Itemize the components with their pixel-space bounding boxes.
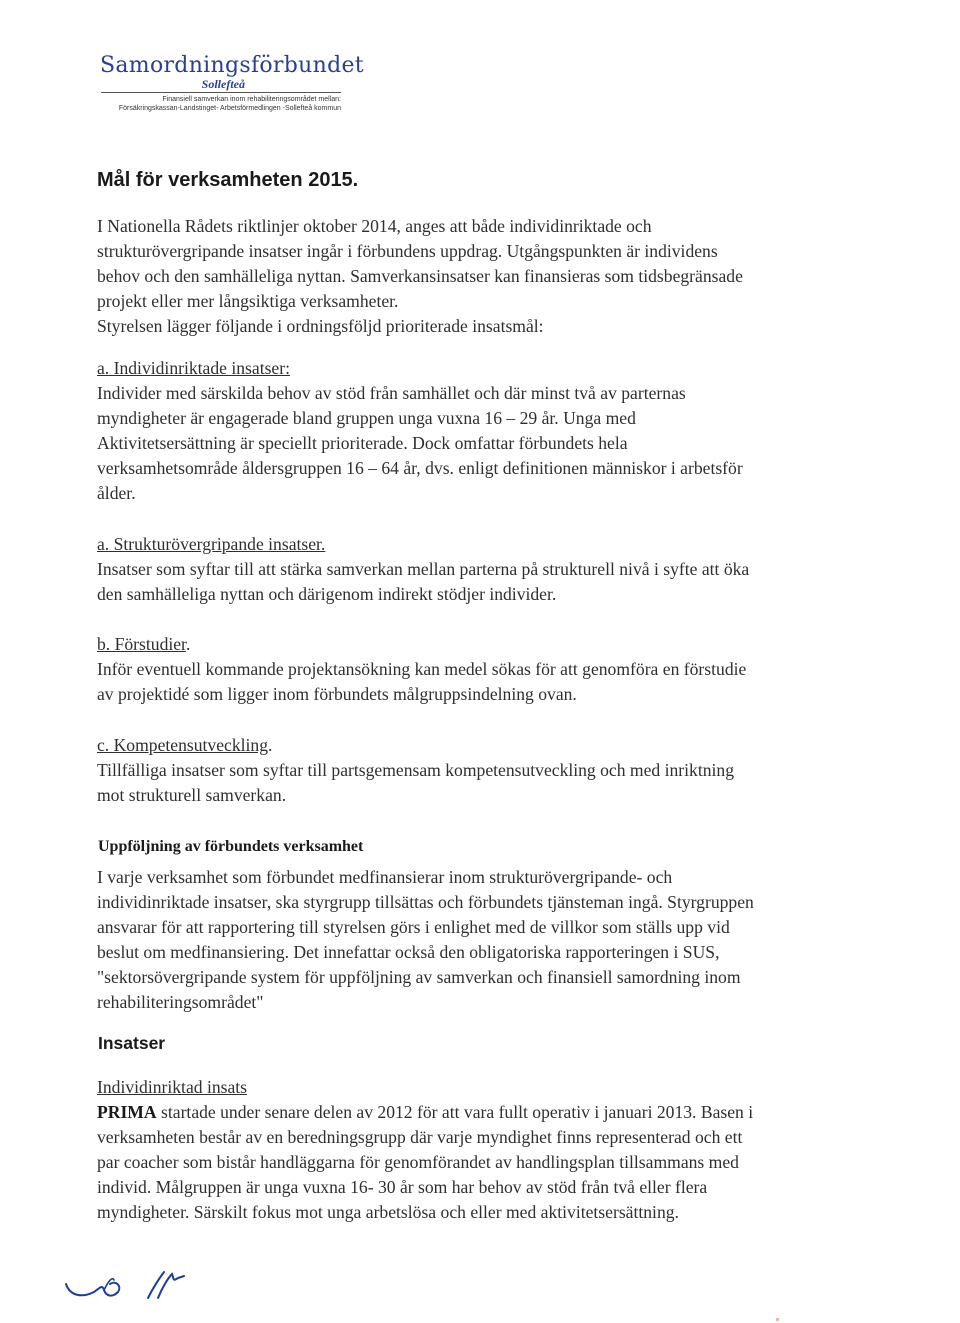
goal-heading-text: b. Förstudier [97,634,186,654]
intro-line: projekt eller mer långsiktiga verksamheter. [97,291,399,311]
followup-line: I varje verksamhet som förbundet medfinansierar inom strukturövergripande- och [97,867,673,887]
logo-tagline-2: Försäkringskassan-Landstinget- Arbetsförmedlingen -Sollefteå kommun [118,105,341,112]
intro-line: behov och den samhälleliga nyttan. Samverkansinsatser kan finansieras som tidsbegränsade [97,266,743,286]
scan-speck [776,1318,779,1321]
intro-line: strukturövergripande insatser ingår i förbundens uppdrag. Utgångspunkten är individens [97,241,718,261]
logo-tagline-1: Finansiell samverkan inom rehabiliteringsområdet mellan: [162,96,341,103]
goal-line: Individer med särskilda behov av stöd från samhället och där minst två av parternas [97,383,686,403]
goal-line: Inför eventuell kommande projektansökning kan medel sökas för att genomföra en förstudie [97,659,747,679]
followup-line: individinriktade insatser, ska styrgrupp tillsättas och förbundets tjänsteman ingå. Styrgruppen [97,892,754,912]
goal-heading-suffix: . [185,634,191,654]
goal-heading-suffix: . [268,735,273,755]
insatser-first-rest: startade under senare delen av 2012 för att vara fullt operativ i januari 2013. Basen i [156,1102,754,1122]
insatser-line: verksamheten består av en beredningsgrupp där varje myndighet finns representerad och ett [97,1127,743,1147]
followup-line: "sektorsövergripande system för uppföljning av samverkan och finansiell samordning inom [97,967,741,987]
page-title: Mål för verksamheten 2015. [97,169,359,191]
prima-name: PRIMA [97,1102,157,1122]
goal-line: Aktivitetsersättning är speciellt prioriterade. Dock omfattar förbundets hela [97,433,628,453]
logo-divider [101,92,341,93]
goal-line: den samhälleliga nyttan och därigenom indirekt stödjer individer. [97,584,557,604]
goal-heading-forstudier [97,632,190,657]
insatser-line [97,1100,753,1125]
insatser-line: par coacher som bistår handläggarna för genomförandet av handlingsplan tillsammans med [97,1152,739,1172]
organization-logo [97,52,364,113]
goal-line: verksamhetsområde åldersgruppen 16 – 64 år, dvs. enligt definitionen människor i arbetsför [97,458,743,478]
followup-line: ansvarar för att rapportering till styrelsen görs i enlighet med de villkor som ställs upp vid [97,917,730,937]
goal-heading-strukturovergripande: a. Strukturövergripande insatser. [97,534,326,554]
insatser-line: individ. Målgruppen är unga vuxna 16- 30 år som har behov av stöd från två eller flera [97,1177,708,1197]
goal-heading-kompetensutveckling [97,733,272,758]
logo-name: Samordningsförbundet [100,53,364,78]
insatser-line: myndigheter. Särskilt fokus mot unga arbetslösa och eller med aktivitetsersättning. [97,1202,679,1222]
goal-line: myndigheter är engagerade bland gruppen unga vuxna 16 – 29 år. Unga med [97,408,636,428]
goal-line: ålder. [97,483,136,503]
goal-line: Insatser som syftar till att stärka samverkan mellan parterna på strukturell nivå i syfte att öka [97,559,750,579]
goal-heading-text: c. Kompetensutveckling [97,735,269,755]
logo-city: Sollefteå [201,77,245,91]
section-heading-insatser: Insatser [98,1033,166,1053]
goal-line: av projektidé som ligger inom förbundets målgruppsindelning ovan. [97,684,577,704]
goal-line: Tillfälliga insatser som syftar till partsgemensam kompetensutveckling och med inriktning [97,760,735,780]
goal-heading-individinriktade: a. Individinriktade insatser: [97,358,290,378]
subheading-individinriktad: Individinriktad insats [97,1077,248,1097]
followup-line: rehabiliteringsområdet" [97,992,264,1012]
handwritten-initials [60,1262,190,1306]
intro-line: I Nationella Rådets riktlinjer oktober 2014, anges att både individinriktade och [97,216,652,236]
intro-line: Styrelsen lägger följande i ordningsföljd prioriterade insatsmål: [97,316,544,336]
followup-line: beslut om medfinansiering. Det innefattar också den obligatoriska rapporteringen i SUS, [97,942,720,962]
goal-line: mot strukturell samverkan. [97,785,287,805]
section-heading-followup: Uppföljning av förbundets verksamhet [98,838,364,855]
